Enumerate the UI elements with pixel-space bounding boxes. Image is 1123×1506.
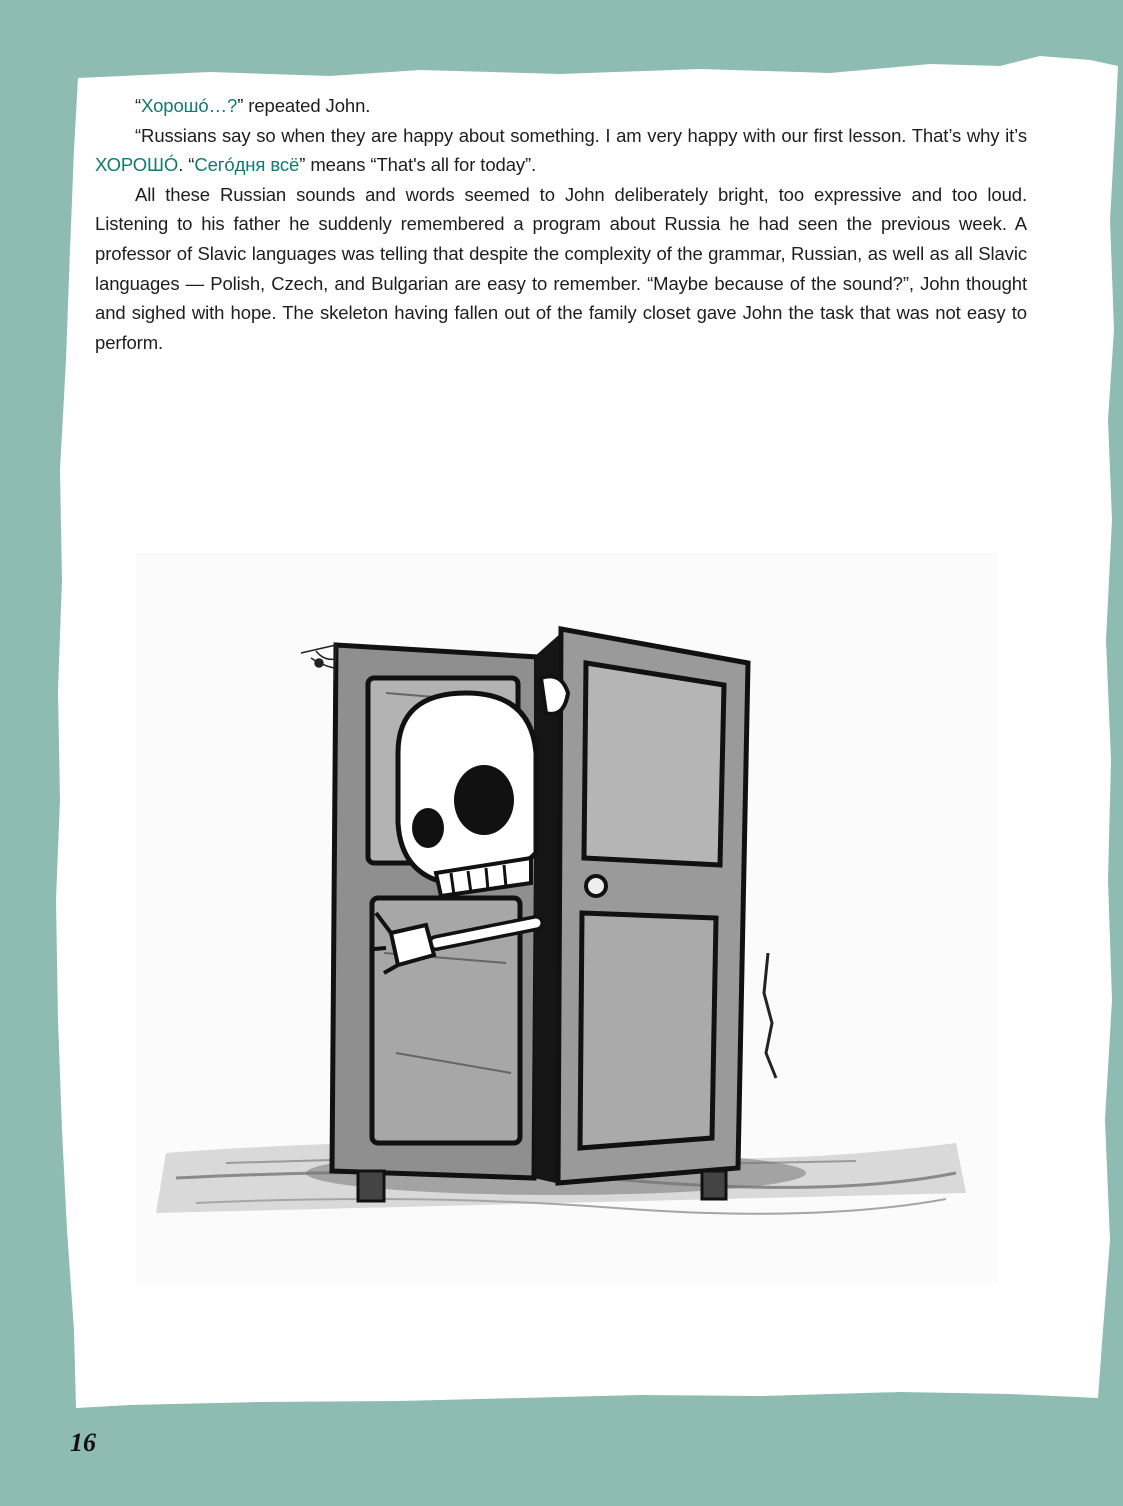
closet-leg-right xyxy=(702,1171,726,1199)
paragraph-2: “Russians say so when they are happy about something. I am very happy with our first lesson. That’s why it’s ХОРОШÓ. “Сегóдня всё” means “That's all for today”. xyxy=(95,124,1027,176)
page-number: 16 xyxy=(70,1428,96,1457)
closet-skeleton-illustration xyxy=(136,553,998,1283)
paragraph-1: “Хорошó…?” repeated John. xyxy=(135,95,371,116)
russian-word-khorosho: Хорошó…? xyxy=(141,95,238,116)
russian-word-khorosho-caps: ХОРОШÓ xyxy=(95,154,179,176)
closet-right-door xyxy=(558,629,748,1183)
closet-leg-left xyxy=(358,1171,384,1201)
russian-phrase-segodnya-vsyo: Сегóдня всё xyxy=(194,154,300,176)
paragraph-3: All these Russian sounds and words seemed to John deliberately bright, too expressive and too loud. Listening to his father he suddenly remembered a program about Russia he had seen the previous week. A professor of Slavic languages was telling that despite the complexity of the grammar, Russian, as well as all Slavic languages — Polish, Czech, and Bulgarian are easy to remember. “Maybe because of the sound?”, John thought and sighed with hope. The skeleton having fallen out of the family closet gave John the task that was not easy to perform. xyxy=(95,183,1027,353)
body-text xyxy=(95,91,1027,357)
